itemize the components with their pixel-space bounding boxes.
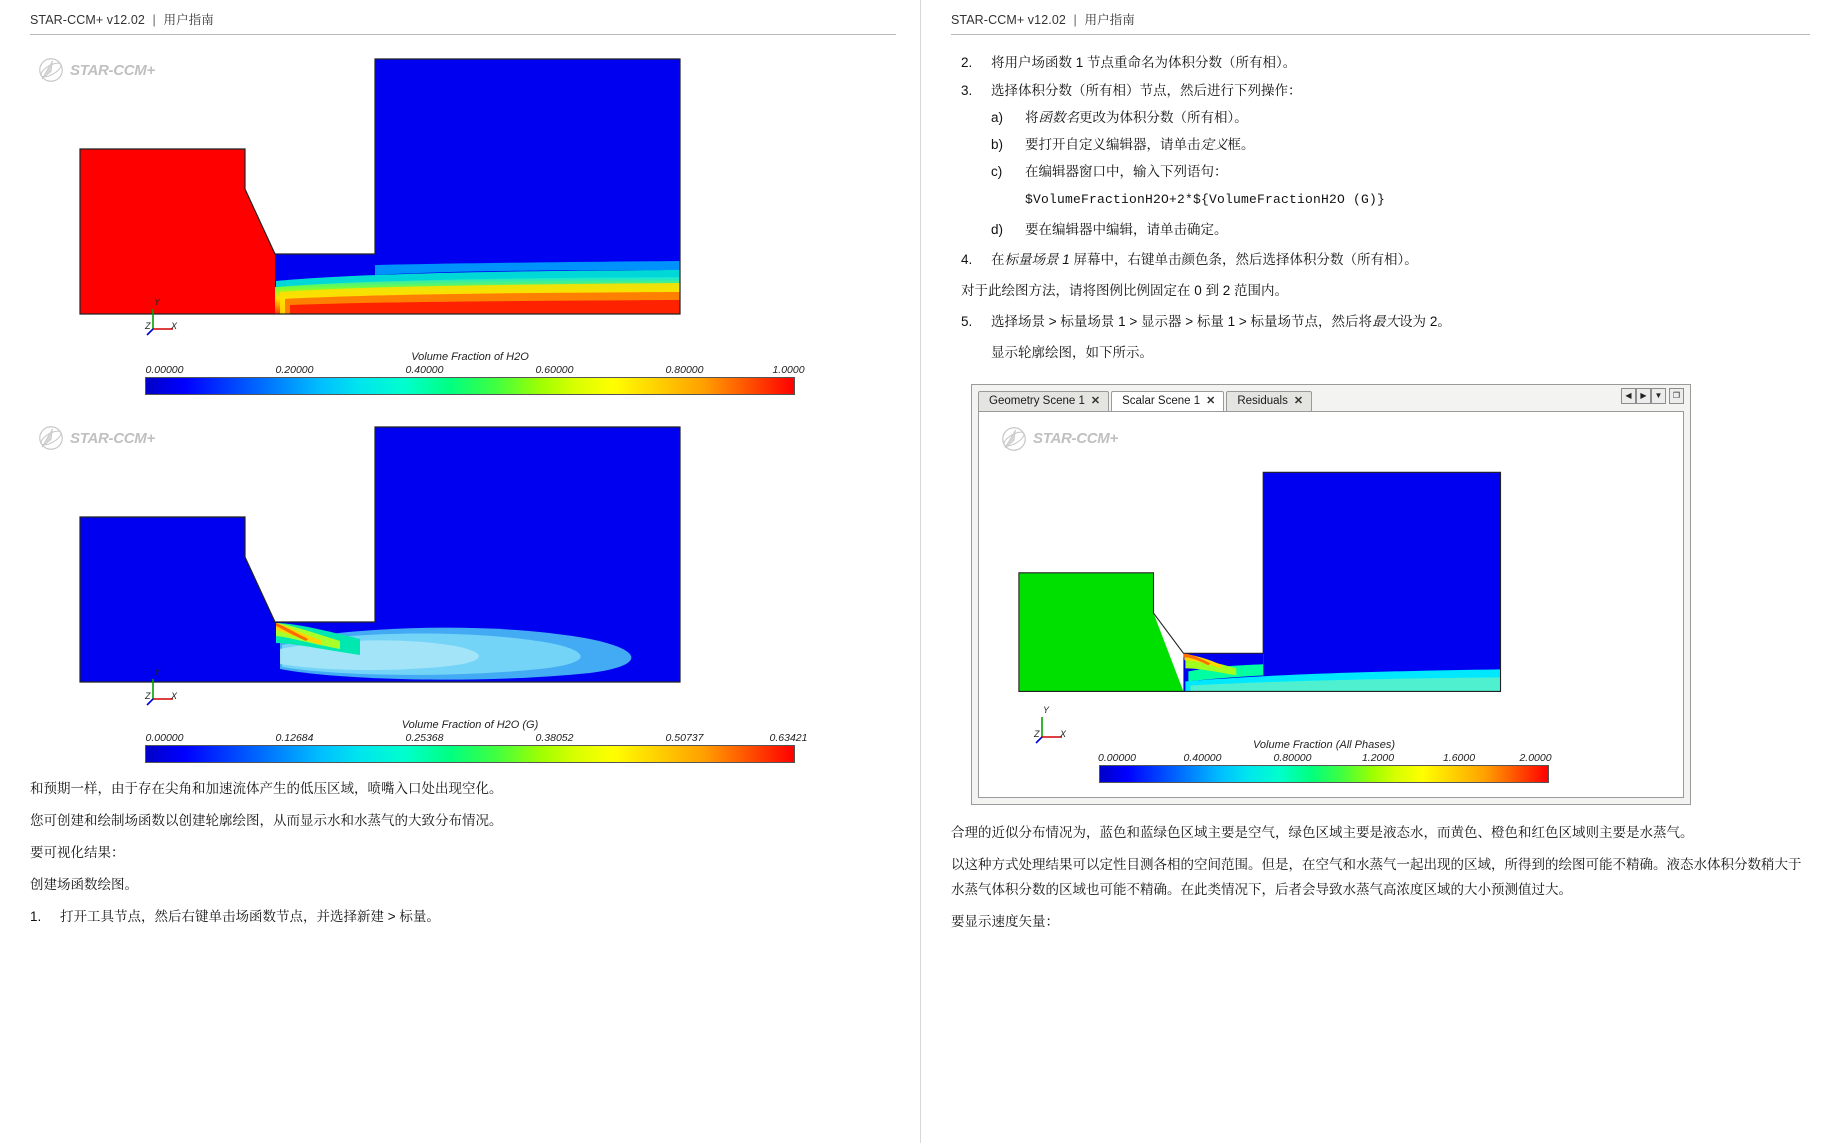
- header-separator: |: [152, 13, 156, 27]
- scene-colorbar-gradient[interactable]: [1099, 765, 1549, 783]
- list-item-number: 5.: [961, 313, 973, 329]
- header-doc-title: 用户指南: [1084, 13, 1135, 27]
- list-item-number: 4.: [961, 251, 973, 267]
- step5-emph: 最大: [1372, 313, 1400, 329]
- axis-label-x: X: [1060, 728, 1067, 739]
- figure1-colorbar-ticks: [145, 364, 805, 377]
- axis-triad-icon: [1034, 704, 1074, 747]
- tab-label: Scalar Scene 1: [1122, 395, 1201, 408]
- list-item: [961, 51, 1810, 76]
- note-after-step5: 显示轮廓绘图，如下所示。: [991, 344, 1153, 360]
- colorbar-tick: 0.00000: [1098, 751, 1136, 764]
- substep-list: [991, 106, 1810, 243]
- scalar-scene-canvas[interactable]: [978, 411, 1684, 798]
- maximize-icon[interactable]: ❐: [1669, 388, 1684, 404]
- colorbar-tick: 0.12684: [275, 732, 314, 744]
- paragraph: 以这种方式处理结果可以定性目测各相的空间范围。但是，在空气和水蒸气一起出现的区域，所得到的绘图可能不精确。液态水体积分数稍大于水蒸气体积分数的区域也可能不精确。在此类情况下，后者会导致水蒸气高浓度区域的大小预测值过大。: [951, 856, 1802, 897]
- close-icon[interactable]: ✕: [1090, 394, 1101, 407]
- page-header-left: [30, 10, 896, 35]
- list-item: [991, 160, 1810, 216]
- figure2-colorbar-title: Volume Fraction of H2O (G): [401, 719, 539, 731]
- scene-colorbar-ticks: [1098, 751, 1552, 765]
- axis-label-z: Z: [145, 321, 151, 331]
- figure2-colorbar: [145, 719, 808, 763]
- close-icon[interactable]: ✕: [1293, 394, 1304, 407]
- tab-controls: [1621, 388, 1684, 404]
- list-item: [961, 310, 1810, 335]
- axis-label-z: Z: [1034, 728, 1040, 739]
- header-product: STAR-CCM+ v12.02: [951, 13, 1066, 27]
- list-item: [991, 106, 1810, 131]
- scene-tab-bar: [972, 385, 1690, 411]
- paragraph: 和预期一样，由于存在尖角和加速流体产生的低压区域，喷嘴入口处出现空化。: [30, 781, 503, 796]
- tab-residuals[interactable]: [1226, 391, 1312, 411]
- list-item: [991, 133, 1810, 158]
- paragraph: 要可视化结果：: [30, 844, 125, 860]
- colorbar-tick: 0.20000: [275, 364, 314, 376]
- list-item-text: [991, 248, 1810, 273]
- code-snippet: $VolumeFractionH2O+2*${VolumeFractionH2O (G)}: [1025, 191, 1386, 207]
- close-icon[interactable]: ✕: [1206, 394, 1216, 407]
- scroll-left-icon[interactable]: ◀: [1621, 388, 1636, 404]
- figure2-logo-text: STAR-CCM+: [70, 429, 155, 447]
- list-item-text: [1025, 160, 1385, 216]
- axis-triad-icon: [145, 299, 185, 339]
- figure2-axis-triad: [145, 669, 185, 709]
- list-item: [30, 905, 896, 930]
- figure1-colorbar-title: Volume Fraction of H2O: [411, 351, 529, 363]
- figure2-colorbar-ticks: [145, 732, 808, 745]
- step4-text-b: 屏幕中，右键单击颜色条，然后选择体积分数（所有相）。: [1069, 251, 1418, 267]
- list-item-text: [1025, 106, 1248, 131]
- colorbar-tick: 0.50737: [665, 732, 704, 744]
- figure1-colorbar: [145, 351, 805, 395]
- tab-label: Residuals: [1237, 395, 1288, 408]
- axis-label-x: X: [171, 321, 178, 331]
- axis-label-y: Y: [1043, 704, 1050, 715]
- scene-colorbar[interactable]: [1098, 738, 1552, 783]
- substep-emph-a: 函数名: [1038, 109, 1079, 125]
- header-product: STAR-CCM+ v12.02: [30, 13, 145, 27]
- page-header-right: [951, 10, 1810, 35]
- substep-text-b: 更改为体积分数（所有相）。: [1079, 109, 1248, 125]
- list-item: [961, 248, 1810, 273]
- figure1-axis-triad: [145, 299, 185, 339]
- list-item-text: 要在编辑器中编辑，请单击确定。: [1025, 221, 1228, 237]
- step5-text-a: 选择场景 > 标量场景 1 > 显示器 > 标量 1 > 标量场节点，然后将: [991, 313, 1373, 329]
- substep-emph-a: 定义: [1200, 136, 1228, 152]
- scene-colorbar-title: Volume Fraction (All Phases): [1252, 738, 1396, 751]
- list-item-text: [991, 310, 1810, 335]
- substep-text-a: 将: [1025, 109, 1039, 125]
- colorbar-tick: 0.00000: [145, 364, 184, 376]
- figure-volume-fraction-h2o-gas: [30, 417, 830, 763]
- figure1-logo-text: STAR-CCM+: [70, 61, 155, 79]
- right-bottom-text: [951, 821, 1810, 935]
- right-step-list: [961, 51, 1810, 273]
- substep-text-a: 要打开自定义编辑器，请单击: [1025, 136, 1201, 152]
- colorbar-tick: 0.80000: [1273, 751, 1312, 764]
- left-step-list: [30, 905, 896, 930]
- scene-logo-text: STAR-CCM+: [1033, 430, 1118, 448]
- colorbar-tick: 1.0000: [772, 364, 805, 376]
- scroll-right-icon[interactable]: ▶: [1636, 388, 1651, 404]
- right-body-text: [961, 51, 1810, 366]
- colorbar-tick: 0.63421: [769, 732, 808, 744]
- list-item-number: 1.: [30, 908, 42, 924]
- left-body-text: [30, 777, 896, 930]
- axis-triad-icon: [145, 669, 185, 709]
- right-step-list-continued: [961, 310, 1810, 335]
- substep-text-b: 框。: [1227, 136, 1255, 152]
- colorbar-tick: 0.38052: [535, 732, 574, 744]
- colorbar-tick: 0.80000: [665, 364, 704, 376]
- figure1-colorbar-gradient: [145, 377, 795, 395]
- note-after-step3: 对于此绘图方法，请将图例比例固定在 0 到 2 范围内。: [961, 282, 1289, 298]
- list-item: [961, 79, 1810, 245]
- substep-text-a: 在编辑器窗口中，输入下列语句：: [1025, 163, 1228, 179]
- scene-axis-triad: [1034, 704, 1074, 747]
- axis-label-y: Y: [154, 297, 161, 307]
- figure-volume-fraction-h2o: [30, 49, 830, 395]
- step4-text-a: 在: [991, 251, 1005, 267]
- list-item-number: 3.: [961, 82, 973, 98]
- list-item-text: [1025, 133, 1255, 158]
- list-item-number: b): [991, 136, 1004, 152]
- colorbar-tick: 0.60000: [535, 364, 574, 376]
- tab-label: Geometry Scene 1: [989, 395, 1085, 408]
- header-doc-title: 用户指南: [163, 13, 214, 27]
- paragraph: 创建场函数绘图。: [30, 876, 138, 892]
- paragraph: 要显示速度矢量：: [951, 913, 1059, 929]
- list-item-text: [991, 79, 1810, 245]
- list-item-number: d): [991, 221, 1004, 237]
- paragraph: 合理的近似分布情况为，蓝色和蓝绿色区域主要是空气，绿色区域主要是液态水，而黄色、橙色和红色区域则主要是水蒸气。: [951, 824, 1694, 840]
- colorbar-tick: 0.40000: [405, 364, 444, 376]
- step5-text-b: 设为 2。: [1399, 313, 1451, 329]
- axis-label-z: Z: [145, 691, 151, 701]
- step4-emph: 标量场景 1: [1004, 251, 1070, 267]
- colorbar-tick: 1.2000: [1361, 751, 1395, 764]
- colorbar-tick: 0.40000: [1183, 751, 1222, 764]
- right-page: [920, 0, 1840, 1143]
- header-separator: |: [1073, 13, 1077, 27]
- colorbar-tick: 0.00000: [145, 732, 184, 744]
- figure1-scene: [30, 49, 830, 349]
- paragraph: 您可创建和绘制场函数以创建轮廓绘图，从而显示水和水蒸气的大致分布情况。: [30, 812, 503, 828]
- list-item-number: a): [991, 109, 1004, 125]
- list-item-text: 打开工具节点，然后右键单击场函数节点，并选择新建 > 标量。: [60, 908, 440, 924]
- axis-label-x: X: [171, 691, 178, 701]
- figure2-colorbar-gradient: [145, 745, 795, 763]
- colorbar-tick: 2.0000: [1519, 751, 1552, 764]
- list-item: [991, 218, 1810, 243]
- list-item-text: 将用户场函数 1 节点重命名为体积分数（所有相）。: [991, 55, 1297, 70]
- scalar-scene-window[interactable]: [971, 384, 1691, 805]
- figure2-scene: [30, 417, 830, 717]
- colorbar-tick: 0.25368: [405, 732, 444, 744]
- list-item-number: 2.: [961, 55, 973, 70]
- tab-geometry-scene-1[interactable]: [978, 391, 1109, 411]
- axis-label-y: Y: [154, 667, 161, 677]
- tab-scalar-scene-1[interactable]: [1111, 391, 1224, 411]
- list-item-number: c): [991, 163, 1003, 179]
- list-item-lead: 选择体积分数（所有相）节点，然后进行下列操作：: [991, 82, 1302, 98]
- colorbar-tick: 1.6000: [1442, 751, 1476, 764]
- chevron-down-icon[interactable]: ▼: [1651, 388, 1666, 404]
